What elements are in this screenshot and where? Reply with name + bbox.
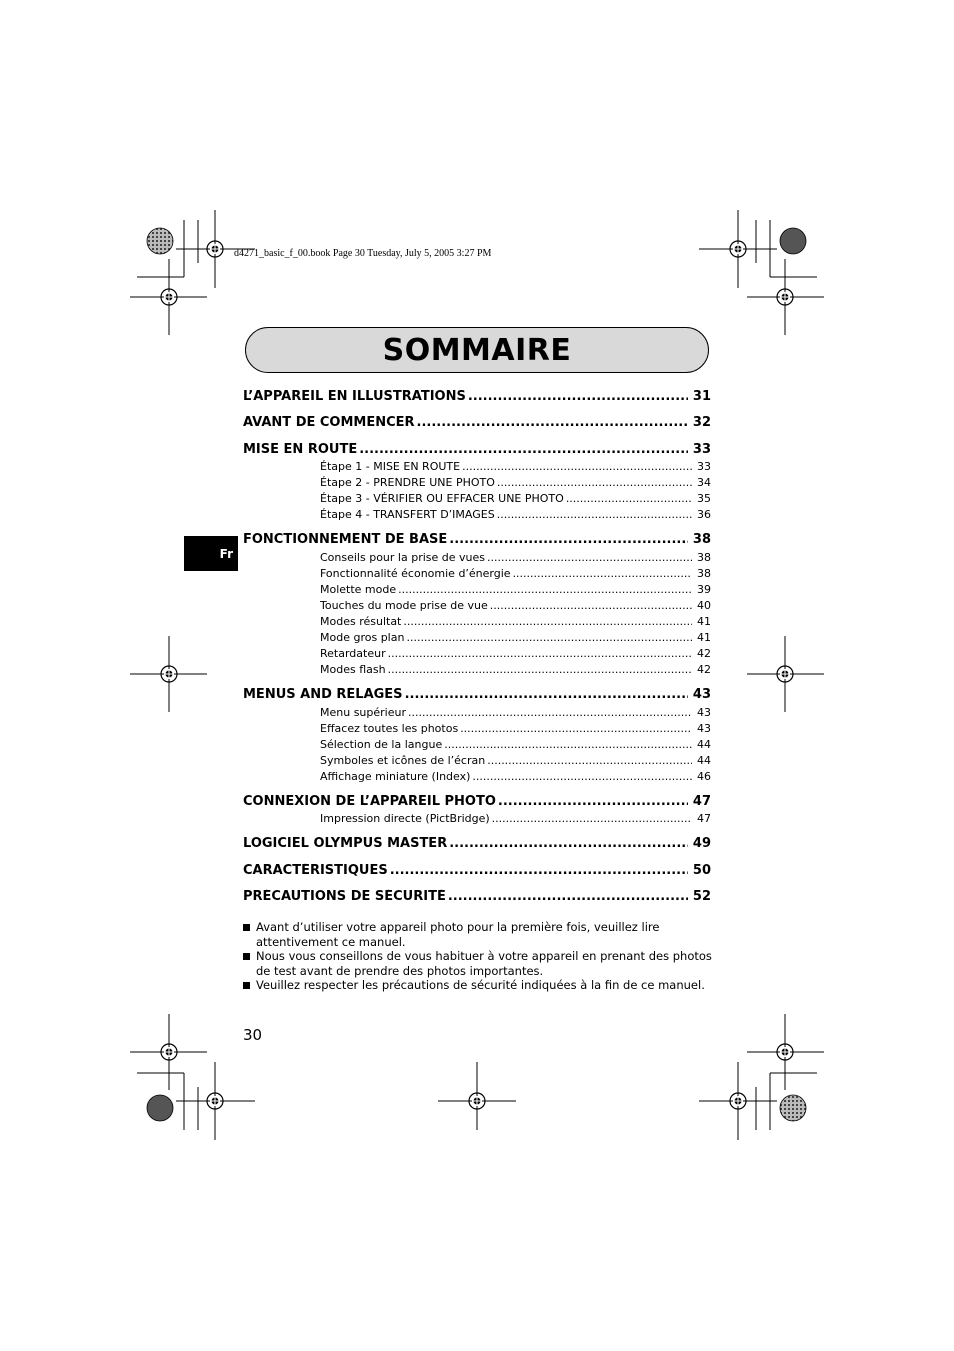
page-title: SOMMAIRE — [382, 332, 572, 368]
toc-subentry-page: 42 — [697, 663, 711, 676]
toc-subentry-label: Étape 2 - PRENDRE UNE PHOTO — [320, 476, 495, 489]
toc-subentry-label: Impression directe (PictBridge) — [320, 812, 490, 825]
toc-subentry[interactable] — [320, 722, 711, 737]
toc-entry-page: 38 — [692, 532, 711, 547]
toc-subentry-page: 41 — [697, 631, 711, 644]
note-text: Nous vous conseillons de vous habituer à votre appareil en prenant des photos de test avant de prendre des photos importantes. — [256, 949, 712, 978]
toc-entry-page: 31 — [692, 389, 711, 404]
note-text: Avant d’utiliser votre appareil photo pour la première fois, veuillez lire attentivement ce manuel. — [256, 920, 660, 949]
toc-entry[interactable] — [243, 889, 711, 907]
toc-subentry-label: Retardateur — [320, 647, 386, 660]
toc-entry-page: 33 — [692, 442, 711, 457]
toc-subentry-label: Mode gros plan — [320, 631, 405, 644]
toc-entry[interactable] — [243, 415, 711, 433]
toc-subentry-page: 38 — [697, 551, 711, 564]
toc-subentry-page: 43 — [697, 706, 711, 719]
toc-entry[interactable] — [243, 794, 711, 812]
toc-subentry-label: Symboles et icônes de l’écran — [320, 754, 486, 767]
toc-entry-label: LOGICIEL OLYMPUS MASTER — [243, 836, 448, 851]
toc-subentry[interactable] — [320, 647, 711, 662]
note-item — [243, 978, 713, 993]
toc-subentry-page: 40 — [697, 599, 711, 612]
toc-subentry-label: Fonctionnalité économie d’énergie — [320, 567, 511, 580]
toc-entry-label: FONCTIONNEMENT DE BASE — [243, 532, 448, 547]
toc-entry-label: MISE EN ROUTE — [243, 442, 358, 457]
toc-subentry[interactable] — [320, 583, 711, 598]
toc-subentry[interactable] — [320, 754, 711, 769]
toc-subentry-page: 38 — [697, 567, 711, 580]
toc-subentry-page: 43 — [697, 722, 711, 735]
toc-subentry-page: 44 — [697, 754, 711, 767]
toc-subentry[interactable] — [320, 492, 711, 507]
toc-entry-label: MENUS AND RÉLAGES — [243, 687, 403, 702]
toc-subentry[interactable] — [320, 706, 711, 721]
toc-subentry-label: Molette mode — [320, 583, 397, 596]
toc-subentry-label: Étape 1 - MISE EN ROUTE — [320, 460, 461, 473]
page-number: 30 — [243, 1026, 263, 1044]
toc-subentry-page: 33 — [697, 460, 711, 473]
toc-entry-label: AVANT DE COMMENCER — [243, 415, 415, 430]
toc-subentry-page: 46 — [697, 770, 711, 783]
toc-subentry[interactable] — [320, 663, 711, 678]
toc-subentry-page: 44 — [697, 738, 711, 751]
toc-entry[interactable] — [243, 532, 711, 550]
toc-entry-page: 32 — [692, 415, 711, 430]
toc-entry[interactable] — [243, 442, 711, 460]
language-tab-label: Fr — [219, 546, 233, 561]
square-bullet-icon — [243, 953, 250, 960]
notes-list — [243, 920, 713, 993]
toc-entry-page: 49 — [692, 836, 711, 851]
toc-subentry-page: 47 — [697, 812, 711, 825]
note-item — [243, 949, 713, 978]
toc-subentry[interactable] — [320, 770, 711, 785]
toc-subentry[interactable] — [320, 615, 711, 630]
toc-subentry-label: Touches du mode prise de vue — [320, 599, 488, 612]
toc-entry-page: 52 — [692, 889, 711, 904]
toc-subentry-label: Effacez toutes les photos — [320, 722, 459, 735]
toc-entry[interactable] — [243, 389, 711, 407]
toc-subentry-page: 36 — [697, 508, 711, 521]
toc-subentry-label: Étape 3 - VÉRIFIER OU EFFACER UNE PHOTO — [320, 492, 564, 505]
toc-subentry[interactable] — [320, 812, 711, 827]
toc-entry-page: 47 — [692, 794, 711, 809]
toc-subentry-label: Modes résultat — [320, 615, 402, 628]
note-item — [243, 920, 713, 949]
toc-entry-label: CARACTÉRISTIQUES — [243, 863, 388, 878]
language-tab — [184, 536, 238, 571]
toc-subentry[interactable] — [320, 599, 711, 614]
toc-subentry-label: Modes flash — [320, 663, 386, 676]
toc-entry-label: PRÉCAUTIONS DE SÉCURITÉ — [243, 889, 446, 904]
toc-entry-page: 43 — [692, 687, 711, 702]
toc-subentry[interactable] — [320, 738, 711, 753]
toc-subentry[interactable] — [320, 567, 711, 582]
toc-subentry-page: 34 — [697, 476, 711, 489]
toc-entry-label: CONNEXION DE L’APPAREIL PHOTO — [243, 794, 496, 809]
toc-entry[interactable] — [243, 687, 711, 705]
toc-subentry-page: 35 — [697, 492, 711, 505]
toc-entry[interactable] — [243, 863, 711, 881]
toc-subentry-label: Sélection de la langue — [320, 738, 443, 751]
square-bullet-icon — [243, 924, 250, 931]
toc-subentry-page: 39 — [697, 583, 711, 596]
toc-subentry[interactable] — [320, 460, 711, 475]
toc-subentry-label: Affichage miniature (Index) — [320, 770, 471, 783]
toc-subentry[interactable] — [320, 476, 711, 491]
toc-entry-label: L’APPAREIL EN ILLUSTRATIONS — [243, 389, 466, 404]
toc-subentry-label: Menu supérieur — [320, 706, 406, 719]
toc-subentry[interactable] — [320, 551, 711, 566]
toc-subentry-page: 41 — [697, 615, 711, 628]
toc-entry-page: 50 — [692, 863, 711, 878]
toc-subentry[interactable] — [320, 508, 711, 523]
square-bullet-icon — [243, 982, 250, 989]
toc-entry[interactable] — [243, 836, 711, 854]
toc-subentry[interactable] — [320, 631, 711, 646]
toc-subentry-label: Conseils pour la prise de vues — [320, 551, 485, 564]
print-info-line: d4271_basic_f_00.book Page 30 Tuesday, July 5, 2005 3:27 PM — [234, 248, 492, 259]
note-text: Veuillez respecter les précautions de sécurité indiquées à la fin de ce manuel. — [256, 978, 705, 993]
title-banner — [245, 327, 709, 373]
toc-subentry-label: Étape 4 - TRANSFERT D’IMAGES — [320, 508, 495, 521]
toc-subentry-page: 42 — [697, 647, 711, 660]
